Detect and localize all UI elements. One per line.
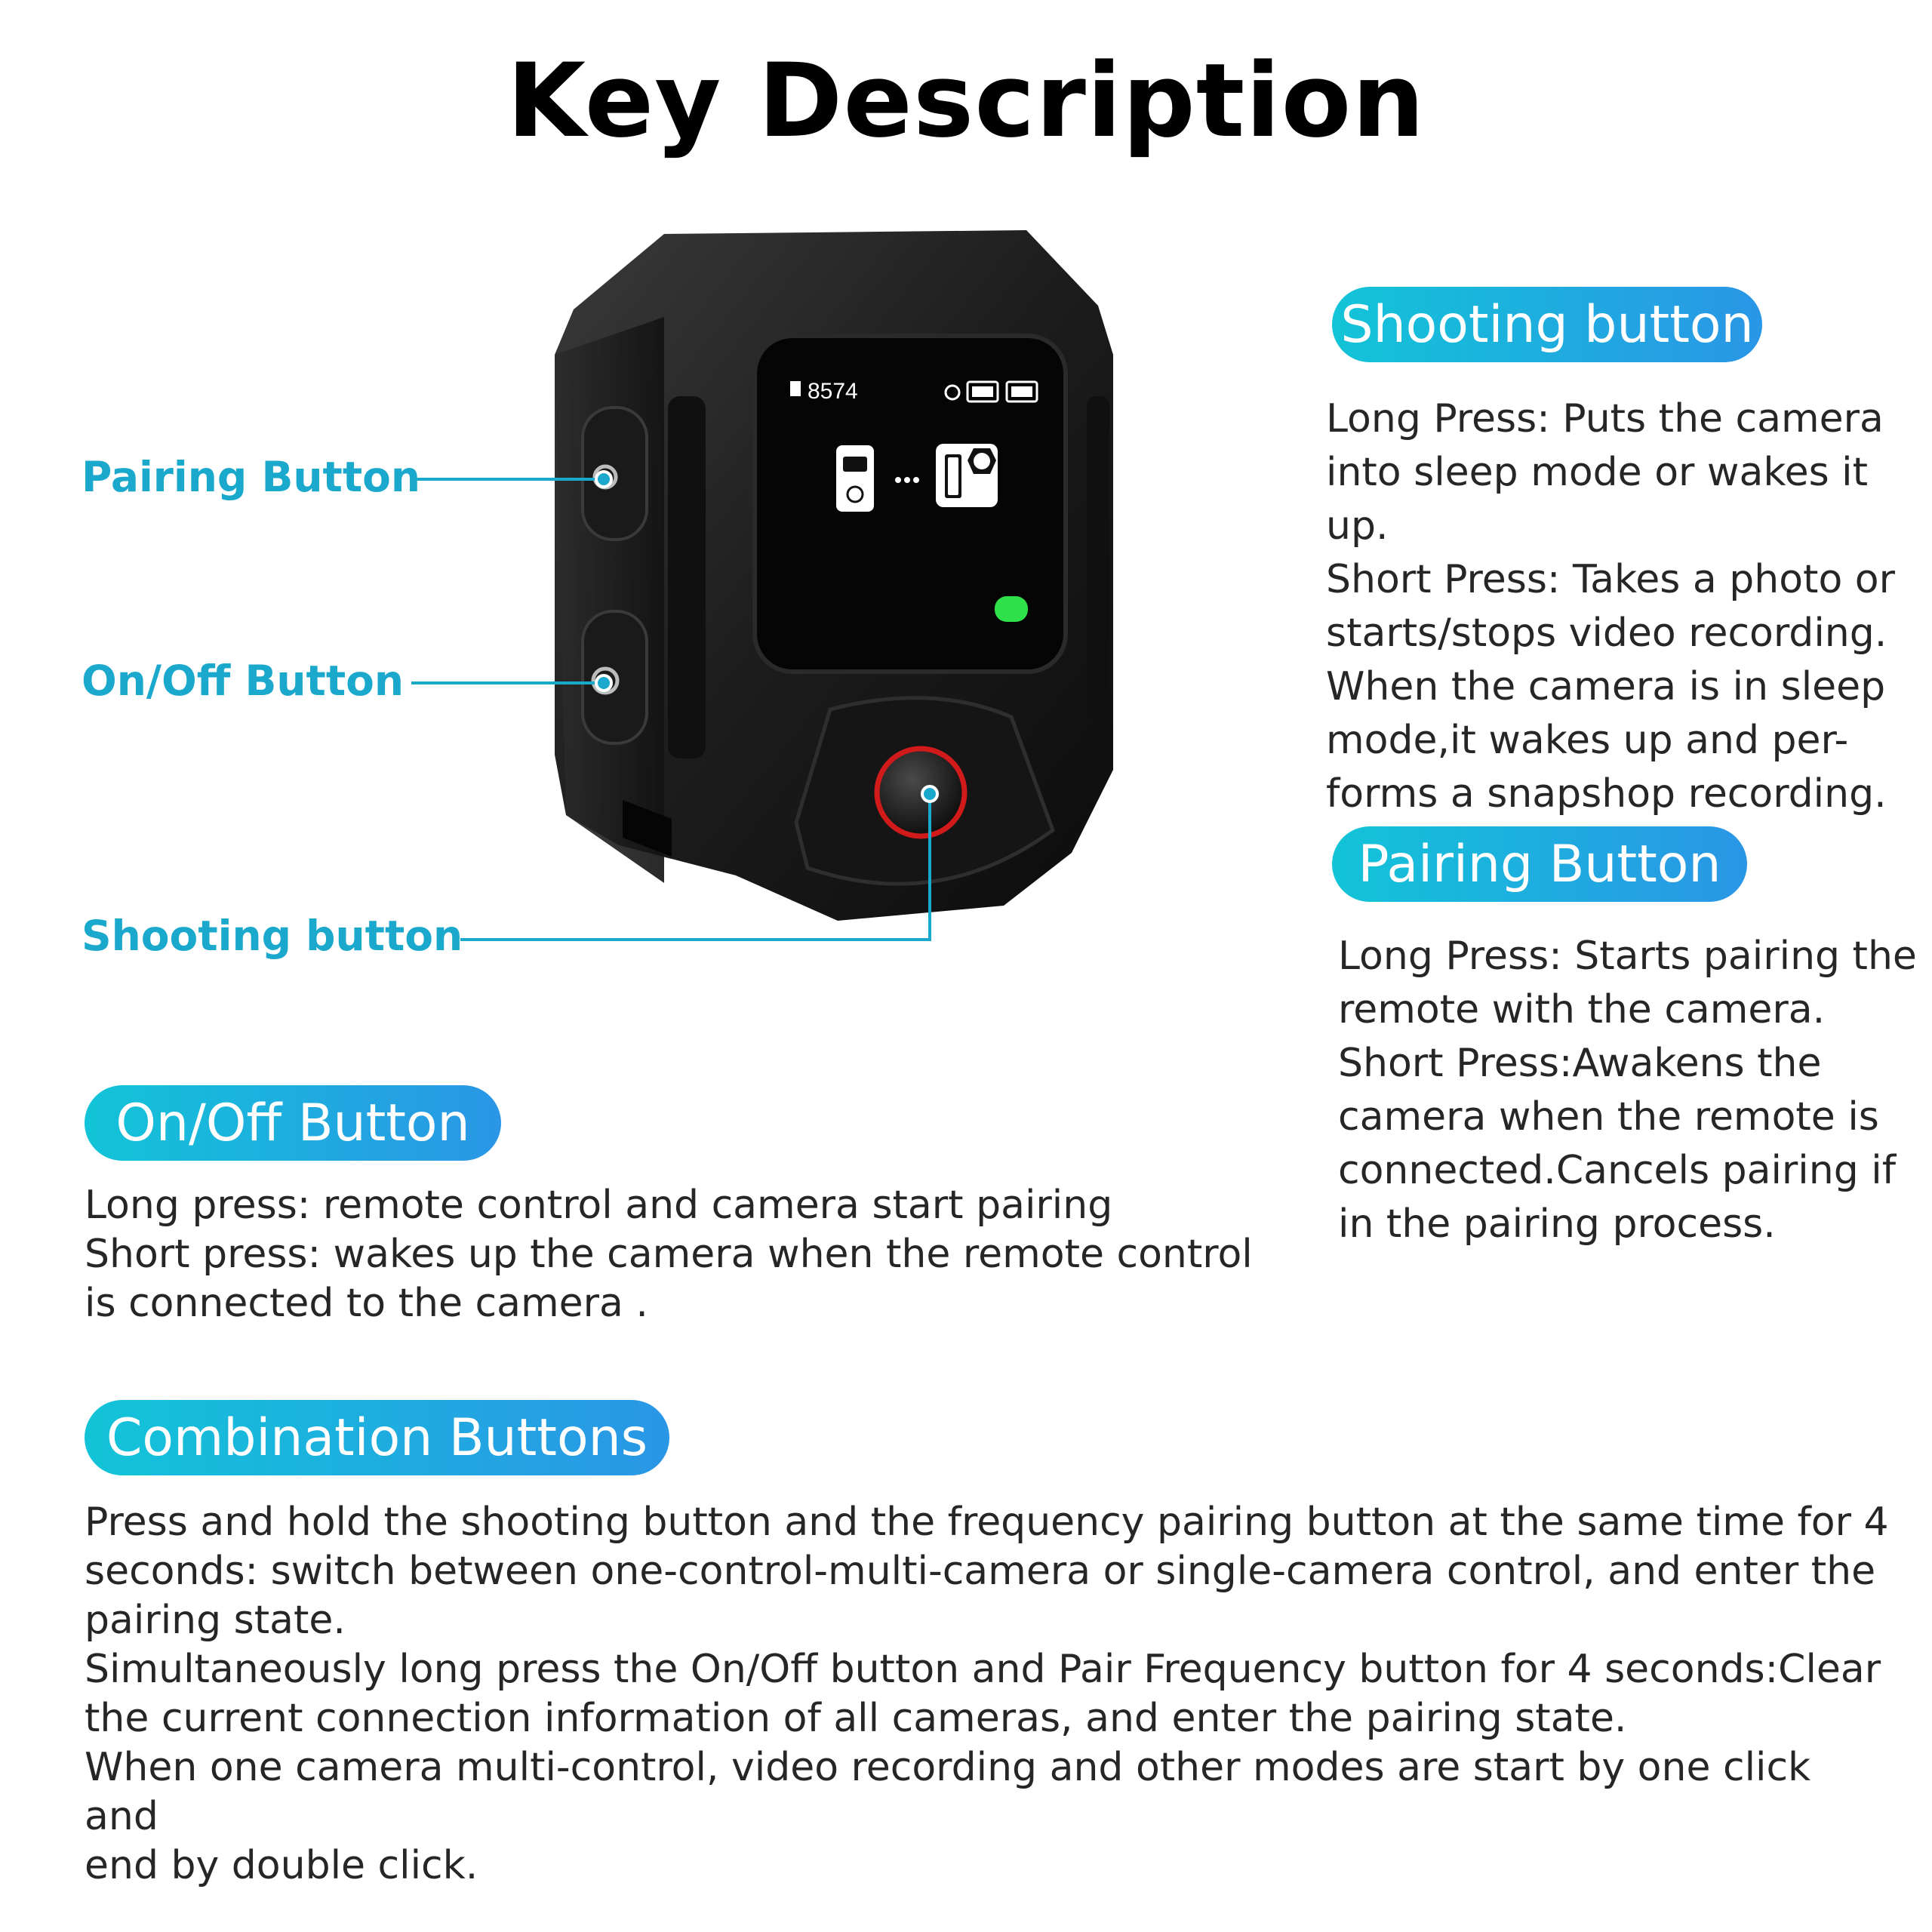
shooting-button-description: Long Press: Puts the camera into sleep mode or wakes it up. Short Press: Takes a photo or starts/stops video recording. When the camera is in sleep mode,it wakes up and per- forms a snapshop recording.: [1326, 396, 1895, 817]
onoff-button-heading: On/Off Button: [85, 1085, 501, 1161]
combination-buttons-heading: Combination Buttons: [85, 1400, 669, 1475]
pairing-button-description: Long Press: Starts pairing the remote with the camera. Short Press:Awakens the camera when the remote is connected.Cancels pairing if in the pairing process.: [1338, 934, 1917, 1247]
page-title: Key Description: [506, 42, 1426, 160]
onoff-button-description: Long press: remote control and camera start pairing Short press: wakes up the camera when the remote control is connected to the camera .: [85, 1183, 1253, 1326]
callout-pairing-button: Pairing Button: [82, 453, 421, 501]
combination-buttons-description: Press and hold the shooting button and the frequency pairing button at the same time for 4 seconds: switch between one-control-multi-camera or single-camera control, and enter the pairing state. Simultaneously long press the On/Off button and Pair Frequency button for 4 seconds:Clear the current connection information of all cameras, and enter the pairing state. When one camera multi-control, video recording and other modes are start by one click and end by double click.: [85, 1500, 1889, 1888]
card-count: 8574: [808, 379, 858, 404]
pairing-button-heading: Pairing Button: [1332, 826, 1747, 902]
callout-onoff-button: On/Off Button: [82, 657, 405, 705]
callout-shooting-button: Shooting button: [82, 912, 463, 960]
shooting-button-heading: Shooting button: [1332, 287, 1762, 362]
